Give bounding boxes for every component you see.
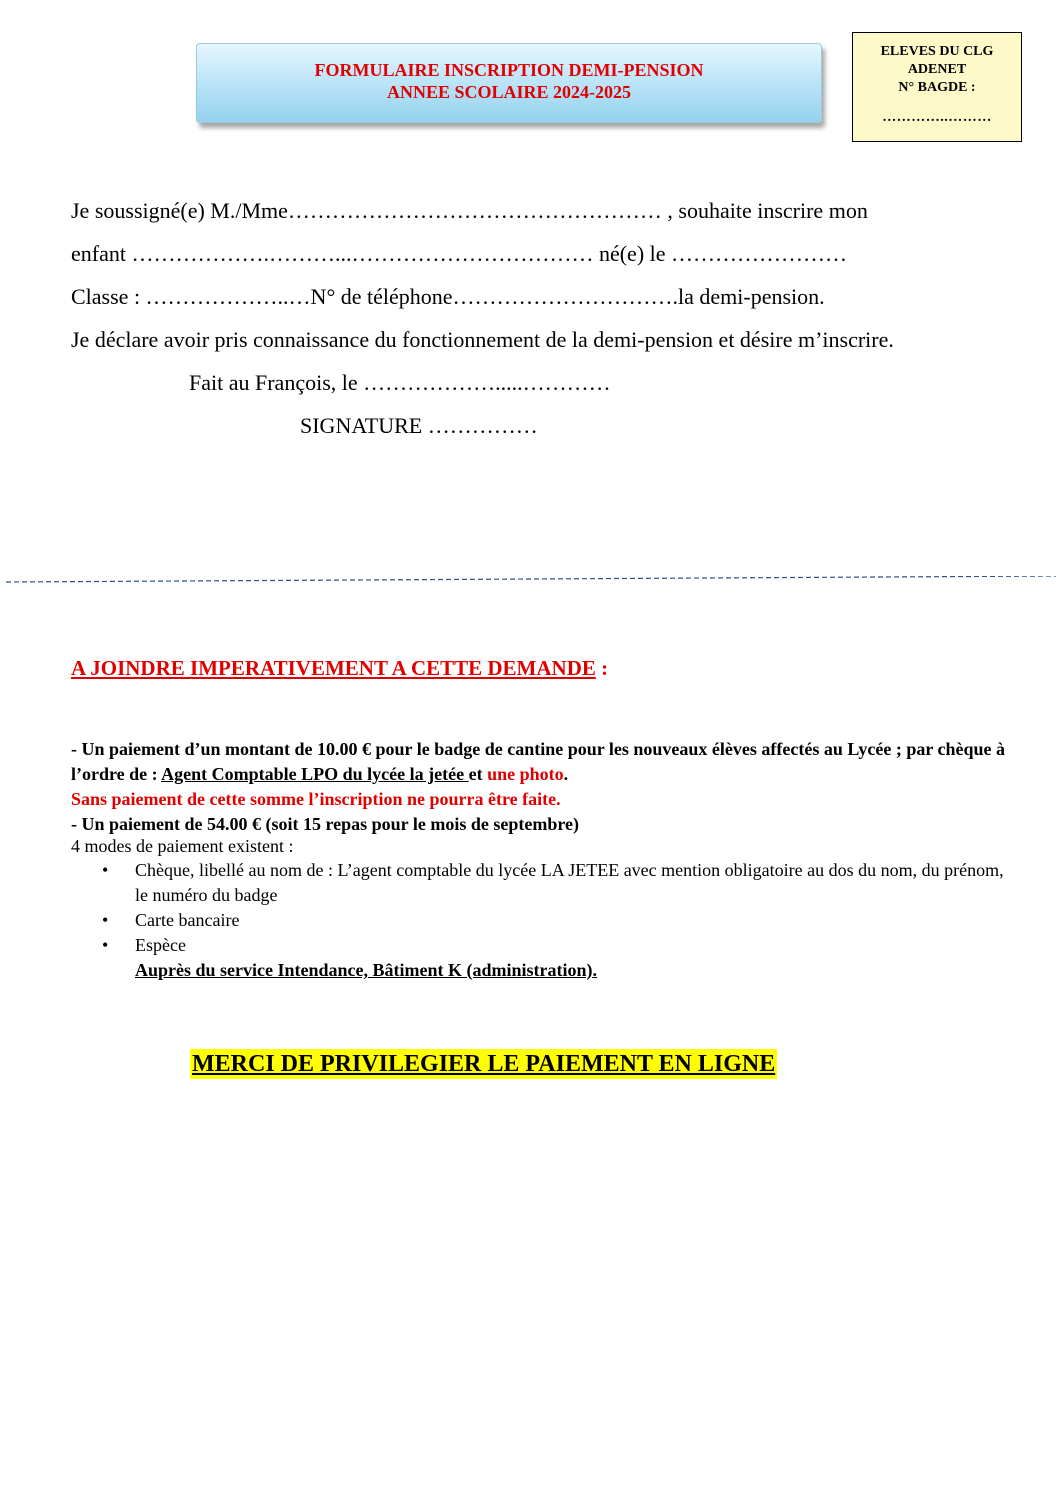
payment-mode-cheque: • Chèque, libellé au nom de : L’agent comptable du lycée LA JETEE avec mention obligatoire au dos du nom, du prénom, le numéro du badge — [100, 858, 1010, 908]
requirement-photo: une photo — [487, 764, 564, 784]
form-child-line: enfant ……………….………...…………………………… né(e) le …………………… — [71, 241, 848, 266]
form-parent-name-line: Je soussigné(e) M./Mme…………………………………………… , souhaite inscrire mon — [71, 198, 868, 223]
requirements-title-suffix: : — [595, 656, 609, 680]
payment-mode-card: • Carte bancaire — [100, 908, 1010, 933]
badge-line2: ADENET — [907, 62, 967, 77]
online-payment-notice: MERCI DE PRIVILEGIER LE PAIEMENT EN LIGNE — [192, 1051, 776, 1077]
form-declaration-line: Je déclare avoir pris connaissance du fonctionnement de la demi-pension et désire m’inscrire. — [71, 327, 894, 352]
payment-modes-intro: 4 modes de paiement existent : — [71, 836, 294, 856]
form-title-line2: ANNEE SCOLAIRE 2024-2025 — [386, 82, 632, 102]
requirement-badge-payment — [71, 737, 1011, 787]
badge-line3: N° BAGDE : — [898, 80, 976, 95]
requirement-payee: Agent Comptable LPO du lycée la jetée — [161, 764, 469, 784]
requirements-title-text: A JOINDRE IMPERATIVEMENT A CETTE DEMANDE — [71, 656, 596, 680]
payment-location: Auprès du service Intendance, Bâtiment K (administration). — [135, 960, 597, 980]
requirement-meal-payment: - Un paiement de 54.00 € (soit 15 repas pour le mois de septembre) — [71, 814, 579, 834]
form-place-date-line: Fait au François, le ……………….....………… — [189, 370, 611, 395]
cut-line-separator — [6, 576, 1056, 586]
requirement-end: . — [563, 764, 569, 784]
form-signature-line: SIGNATURE …………… — [300, 413, 538, 438]
requirement-badge-text: - Un paiement d’un montant de 10.00 € pour le badge de cantine pour les nouveaux élèves affectés au Lycée ; par chèque à l’ordre de : — [71, 739, 1005, 784]
payment-modes-list — [100, 858, 1010, 983]
form-title-box — [196, 43, 822, 123]
requirement-and: et — [468, 764, 488, 784]
requirements-title — [71, 656, 608, 681]
badge-line1: ELEVES DU CLG — [880, 44, 994, 59]
badge-number-field: …………..……… — [882, 110, 992, 125]
payment-mode-cash: • Espèce — [100, 933, 1010, 958]
requirement-warning: Sans paiement de cette somme l’inscription ne pourra être faite. — [71, 789, 561, 809]
badge-info-box — [852, 32, 1022, 142]
form-class-phone-line: Classe : ………………..…N° de téléphone………………………….la demi-pension. — [71, 284, 825, 309]
form-title-line1: FORMULAIRE INSCRIPTION DEMI-PENSION — [314, 60, 704, 80]
